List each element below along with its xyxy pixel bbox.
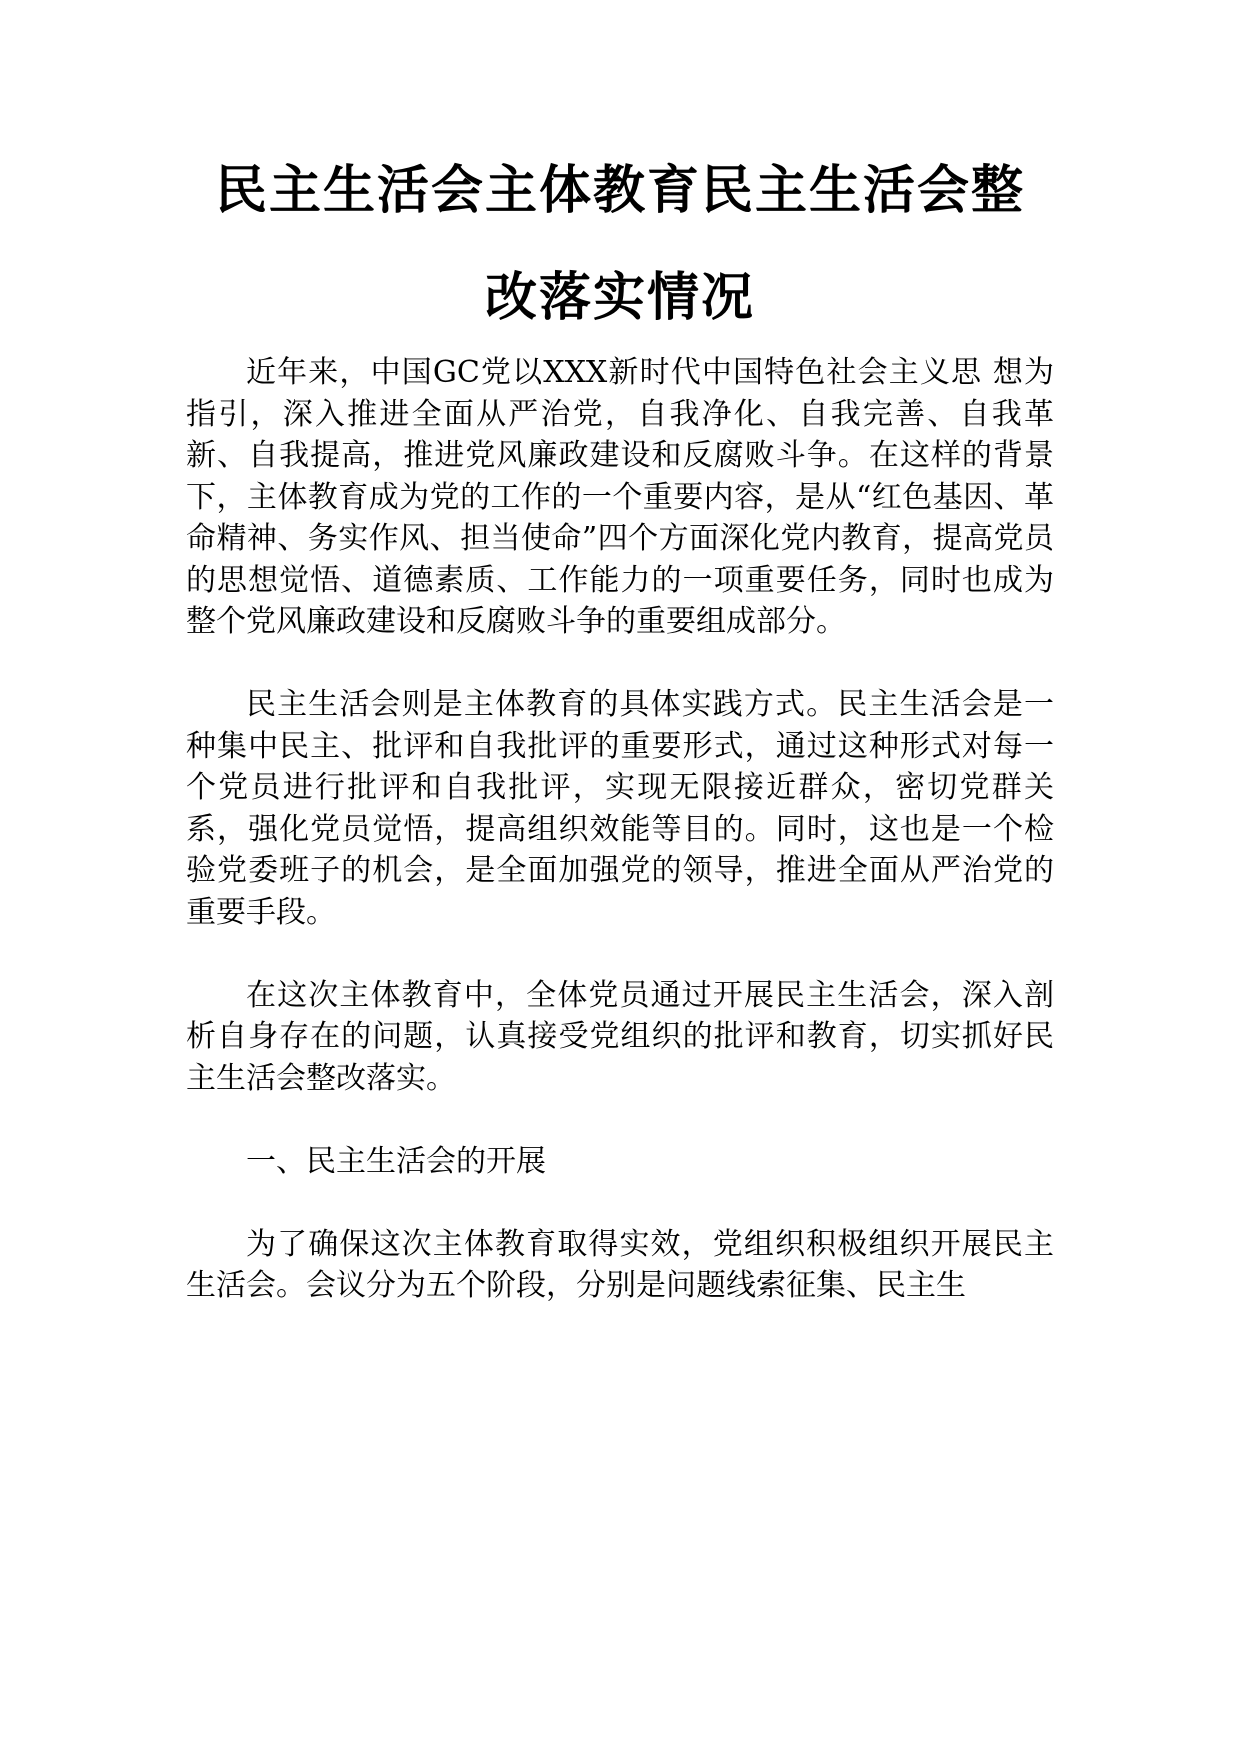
document-title-line-1: 民主生活会主体教育民主生活会整 xyxy=(214,160,1025,221)
document-body xyxy=(186,352,1054,1307)
section-heading-1: 一、民主生活会的开展 xyxy=(246,1143,546,1179)
paragraph-rectification: 在这次主体教育中，全体党员通过开展民主生活会，深入剖析自身存在的问题，认真接受党组织的批评和教育，切实抓好民主生活会整改落实。 xyxy=(186,977,1054,1096)
document-title-line-2: 改落实情况 xyxy=(484,267,755,328)
paragraph-meeting-stages: 为了确保这次主体教育取得实效，党组织积极组织开展民主生活会。会议分为五个阶段，分别是问题线索征集、民主生 xyxy=(186,1226,1054,1303)
paragraph-democratic-life-meeting: 民主生活会则是主体教育的具体实践方式。民主生活会是一种集中民主、批评和自我批评的重要形式，通过这种形式对每一个党员进行批评和自我批评，实现无限接近群众，密切党群关系，强化党员觉悟，提高组织效能等目的。同时，这也是一个检验党委班子的机会，是全面加强党的领导，推进全面从严治党的重要手段。 xyxy=(186,687,1054,930)
paragraph-intro: 近年来，中国GC党以XXX新时代中国特色社会主义思 想为指引，深入推进全面从严治党，自我净化、自我完善、自我革新、自我提高，推进党风廉政建设和反腐败斗争。在这样的背景下，主体教育成为党的工作的一个重要内容，是从“红色基因、革命精神、务实作风、担当使命”四个方面深化党内教育，提高党员的思想觉悟、道德素质、工作能力的一项重要任务，同时也成为整个党风廉政建设和反腐败斗争的重要组成部分。 xyxy=(186,355,1054,639)
